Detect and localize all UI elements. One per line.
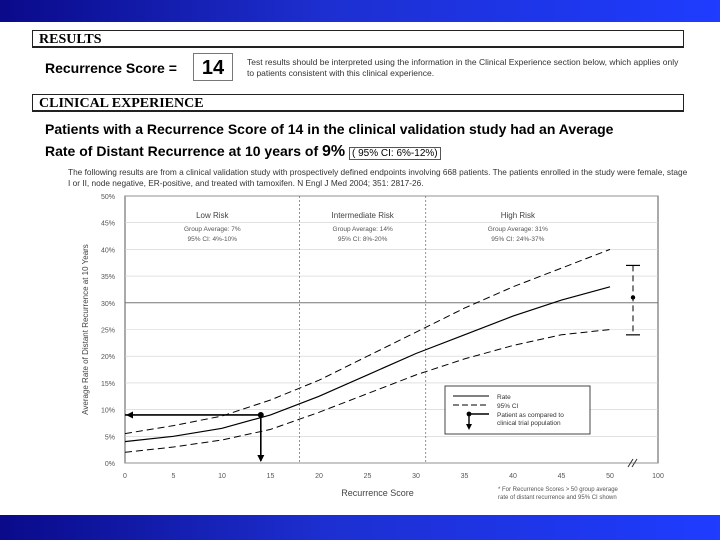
clinical-experience-heading: CLINICAL EXPERIENCE <box>32 94 684 112</box>
x-axis-title: Recurrence Score <box>341 488 414 498</box>
x-tick-label: 35 <box>460 473 469 480</box>
x-tick-label: 40 <box>509 473 517 480</box>
high-score-point <box>631 295 635 299</box>
recurrence-score-label: Recurrence Score = <box>45 60 177 76</box>
y-tick-label: 25% <box>100 327 115 335</box>
x-tick-label: 15 <box>266 473 275 480</box>
y-tick-label: 10% <box>100 407 115 415</box>
results-heading: RESULTS <box>32 30 684 48</box>
legend-rate-label: Rate <box>497 394 511 401</box>
y-tick-label: 40% <box>100 247 115 255</box>
confidence-interval: ( 95% CI: 6%-12%) <box>349 147 441 160</box>
footnote-text: rate of distant recurrence and 95% CI shown <box>498 495 617 501</box>
y-tick-label: 15% <box>100 380 115 388</box>
risk-group-average: Group Average: 7% <box>183 226 241 233</box>
clinical-summary-line2-text: Rate of Distant Recurrence at 10 years of <box>45 143 319 159</box>
legend-ci-label: 95% CI <box>497 403 519 410</box>
risk-group-average: Group Average: 31% <box>487 226 548 233</box>
x-tick-label: 5 <box>171 473 176 480</box>
x-tick-label: 45 <box>557 473 566 480</box>
risk-group-title: Intermediate Risk <box>331 211 394 220</box>
risk-group-title: Low Risk <box>196 211 229 220</box>
y-tick-label: 50% <box>100 194 115 201</box>
y-tick-label: 20% <box>100 354 115 362</box>
risk-group-ci: 95% CI: 24%-37% <box>491 236 545 243</box>
y-tick-label: 35% <box>100 274 115 282</box>
x-tick-label: 20 <box>315 473 323 480</box>
risk-group-title: High Risk <box>500 211 535 220</box>
legend-patient-point <box>467 412 472 417</box>
y-axis-title: Average Rate of Distant Recurrence at 10 Years <box>81 244 90 415</box>
risk-group-ci: 95% CI: 4%-10% <box>187 236 238 243</box>
x-tick-label: 30 <box>412 473 420 480</box>
y-tick-label: 30% <box>100 300 115 308</box>
y-tick-label: 45% <box>100 220 115 228</box>
x-tick-label: 50 <box>606 473 614 480</box>
y-tick-label: 0% <box>104 461 115 468</box>
patient-point <box>258 412 264 418</box>
legend-patient-label: clinical trial population <box>497 420 561 427</box>
bottom-banner <box>0 515 720 540</box>
recurrence-score-value: 14 <box>193 53 233 81</box>
results-note: Test results should be interpreted using the information in the Clinical Experience section below, which applies only to patients consistent with this clinical experience. <box>247 57 679 78</box>
x-tick-label: 100 <box>652 473 664 480</box>
x-tick-label: 10 <box>218 473 226 480</box>
legend-patient-label: Patient as compared to <box>497 412 564 419</box>
risk-group-ci: 95% CI: 8%-20% <box>337 236 388 243</box>
footnote-text: * For Recurrence Scores > 50 group average <box>498 487 618 493</box>
clinical-summary-line1: Patients with a Recurrence Score of 14 in the clinical validation study had an Average <box>45 121 614 137</box>
y-tick-label: 5% <box>104 434 115 442</box>
x-tick-label: 0 <box>123 473 127 480</box>
average-rate-value: 9% <box>322 143 346 160</box>
x-tick-label: 25 <box>363 473 372 480</box>
study-description: The following results are from a clinical validation study with prospectively defined endpoints involving 668 patients. The patients enrolled in the study were female, stage I or II, node negative, ER-positive, and treated with tamoxifen. N Engl J Med 2004; 351: 2817-26. <box>68 167 688 188</box>
risk-group-average: Group Average: 14% <box>332 226 393 233</box>
